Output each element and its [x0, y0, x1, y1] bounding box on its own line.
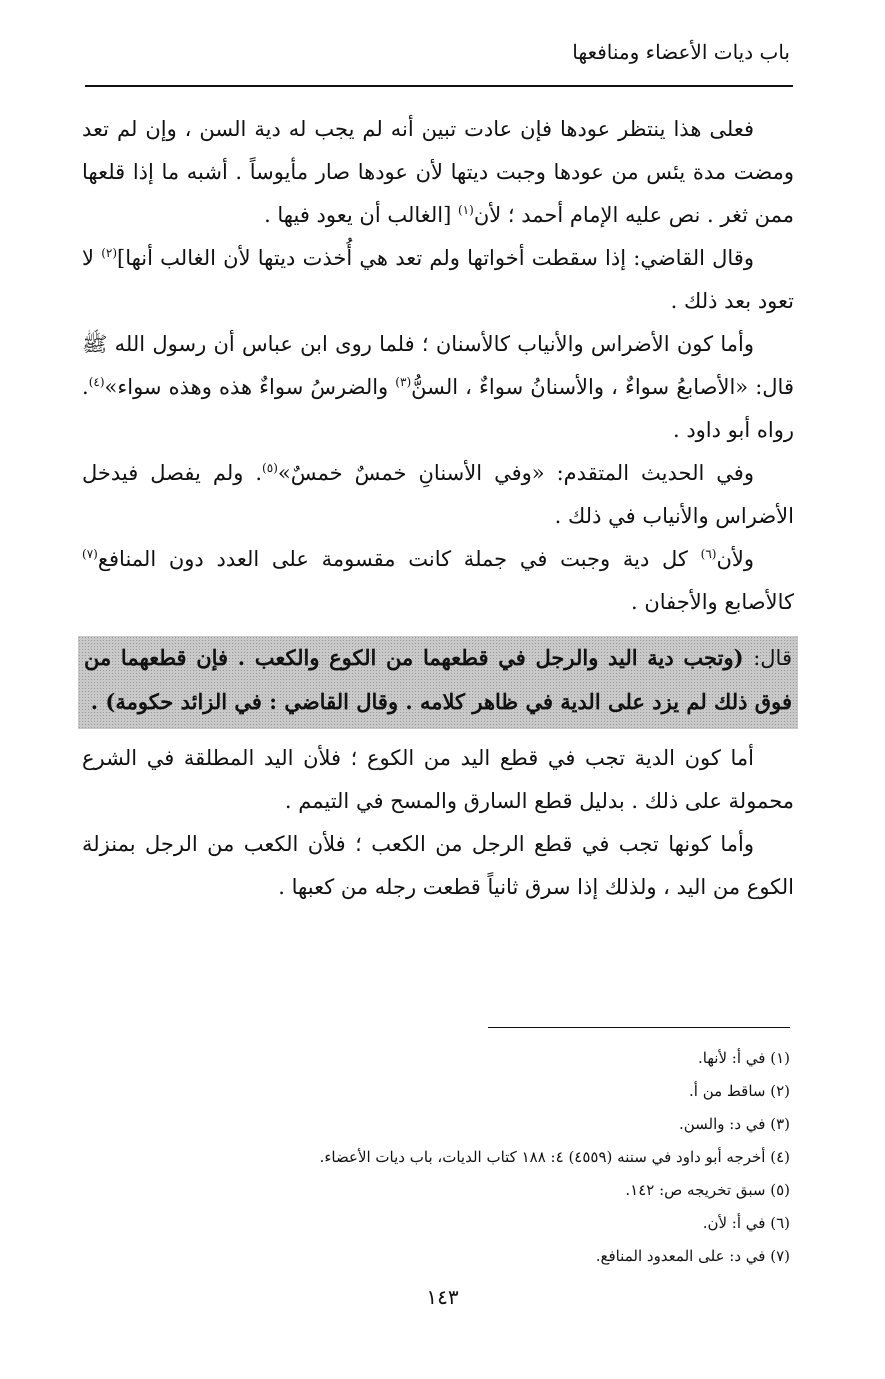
footnote-ref: (٤) [88, 375, 105, 389]
footnote: (٢) ساقط من أ. [688, 1082, 790, 1100]
paragraph [82, 323, 794, 452]
matn-text: (وتجب دية اليد والرجل في قطعهما من الكوع والكعب . فإن قطعهما من فوق ذلك لم يزد على الدية في ظاهر كلامه . وقال القاضي : في الزائد حكومة) . [84, 645, 792, 714]
footnote-ref: (٢) [101, 246, 118, 260]
text-span: [الغالب أن يعود فيها . [264, 203, 458, 227]
running-header: باب ديات الأعضاء ومنافعها [572, 40, 790, 64]
footnote-ref: (١) [457, 203, 474, 217]
paragraph [82, 108, 794, 237]
footnote-ref: (٦) [700, 547, 717, 561]
text-span: فعلى هذا ينتظر عودها فإن عادت تبين أنه لم يجب له دية السن ، وإن لم تعد ومضت مدة يئس من عودها وجبت ديتها لأن عودها صار مأيوساً . أشبه ما إذا قلعها ممن ثغر . نص عليه الإمام أحمد ؛ لأن [82, 117, 794, 227]
highlighted-matn [78, 636, 798, 729]
text-span: ولأن [716, 547, 754, 571]
paragraph: وأما كونها تجب في قطع الرجل من الكعب ؛ فلأن الكعب من الرجل بمنزلة الكوع من اليد ، ولذلك إذا سرق ثانياً قطعت رجله من كعبها . [82, 832, 794, 899]
text-span: كل دية وجبت في جملة كانت مقسومة على العدد دون المنافع [97, 547, 701, 571]
paragraph [82, 237, 794, 323]
footnote-ref: (٥) [262, 461, 278, 475]
text-span: كالأصابع والأجفان . [630, 590, 794, 614]
footnote: (٦) في أ: لأن. [702, 1214, 790, 1232]
text-span: . رواه أبو داود . [82, 375, 794, 442]
paragraph: أما كون الدية تجب في قطع اليد من الكوع ؛ فلأن اليد المطلقة في الشرع محمولة على ذلك . بدليل قطع السارق والمسح في التيمم . [82, 746, 794, 813]
paragraph [82, 538, 794, 624]
text-span: وقال القاضي: إذا سقطت أخواتها ولم تعد هي أُخذت ديتها لأن الغالب أنها] [117, 246, 754, 270]
footnote: (٧) في د: على المعدود المنافع. [595, 1247, 790, 1265]
footnotes [200, 1042, 790, 1273]
header-rule [85, 85, 793, 87]
footnote-rule [488, 1027, 790, 1028]
text-span: والضرسُ سواءٌ هذه وهذه سواء» [104, 375, 396, 399]
footnote: (٣) في د: والسن. [678, 1115, 790, 1133]
footnote: (١) في أ: لأنها. [698, 1049, 790, 1067]
text-span: وأما كون الأضراس والأنياب كالأسنان ؛ فلما روى ابن عباس أن رسول الله ﷺ قال: «الأصابعُ سواءٌ ، والأسنانُ سواءٌ ، السنُّ [82, 332, 794, 399]
text-span: لا تعود بعد ذلك . [82, 246, 794, 313]
footnote-ref: (٧) [82, 547, 98, 561]
footnote-ref: (٣) [395, 375, 412, 389]
main-text [82, 108, 794, 909]
text-span: . ولم يفصل فيدخل الأضراس والأنياب في ذلك . [82, 461, 794, 528]
page-number: ١٤٣ [426, 1285, 459, 1309]
footnote: (٥) سبق تخريجه ص: ١٤٢. [625, 1181, 790, 1199]
paragraph [82, 452, 794, 538]
matn-lead: قال: [753, 646, 792, 670]
footnote: (٤) أخرجه أبو داود في سننه (٤٥٥٩) ٤: ١٨٨ كتاب الديات، باب ديات الأعضاء. [319, 1148, 790, 1166]
text-span: وفي الحديث المتقدم: «وفي الأسنانِ خمسٌ خمسٌ» [277, 461, 754, 485]
